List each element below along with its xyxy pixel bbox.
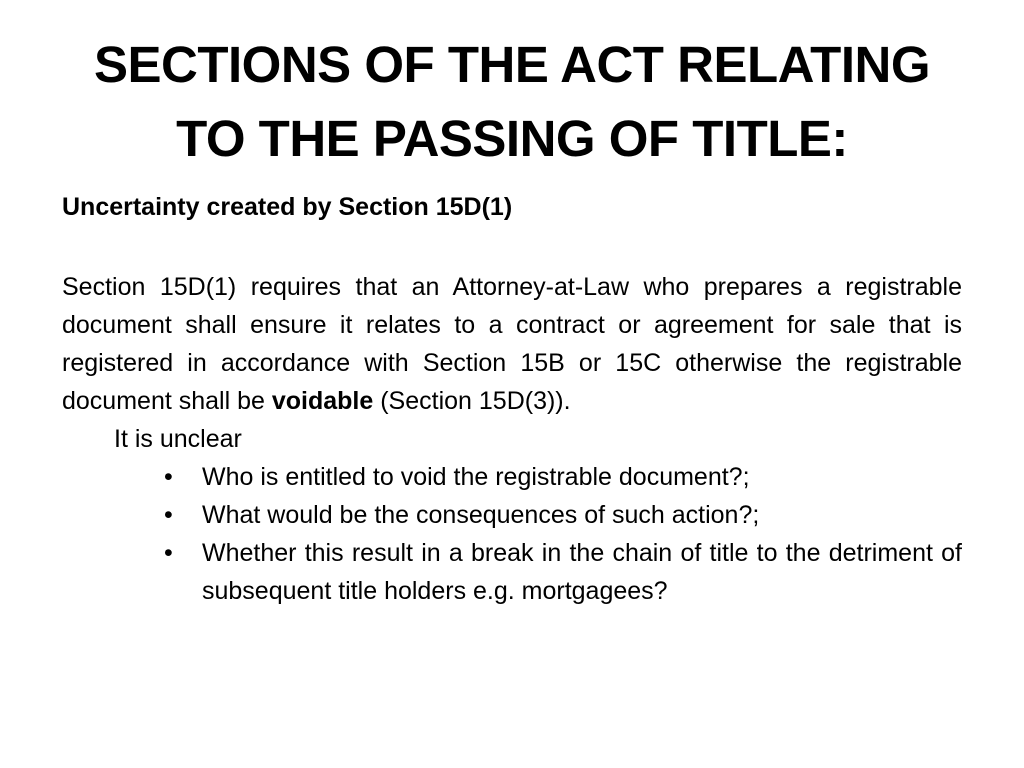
paragraph-text-after: (Section 15D(3)).: [373, 387, 571, 415]
bullet-item: [164, 496, 962, 534]
section-paragraph: [62, 268, 962, 420]
slide-title: SECTIONS OF THE ACT RELATING TO THE PASSING OF TITLE:: [94, 36, 930, 167]
bullet-list: [62, 458, 962, 610]
bullet-icon: •: [164, 463, 173, 491]
bullet-text: Whether this result in a break in the chain of title to the detriment of subsequent title holders e.g. mortgagees?: [202, 539, 962, 605]
bullet-item: [164, 458, 962, 496]
section-subheading: Uncertainty created by Section 15D(1): [62, 193, 513, 221]
paragraph-bold-voidable: voidable: [271, 387, 374, 415]
bullet-text: Who is entitled to void the registrable document?;: [202, 463, 750, 491]
paragraph-spacer: [62, 226, 962, 268]
bullet-item: [164, 534, 962, 610]
bullet-icon: •: [164, 501, 173, 529]
unclear-label: It is unclear: [114, 425, 242, 453]
slide-body: [62, 188, 962, 610]
bullet-icon: •: [164, 539, 173, 567]
bullet-text: What would be the consequences of such action?;: [202, 501, 760, 529]
paragraph-text-before: Section 15D(1) requires that an Attorney-at-Law who prepares a registrable document shall ensure it relates to a contract or agreement for sale that is registered in accordance with Section 15B or 15C otherwise the registrable document shall be: [62, 273, 962, 415]
